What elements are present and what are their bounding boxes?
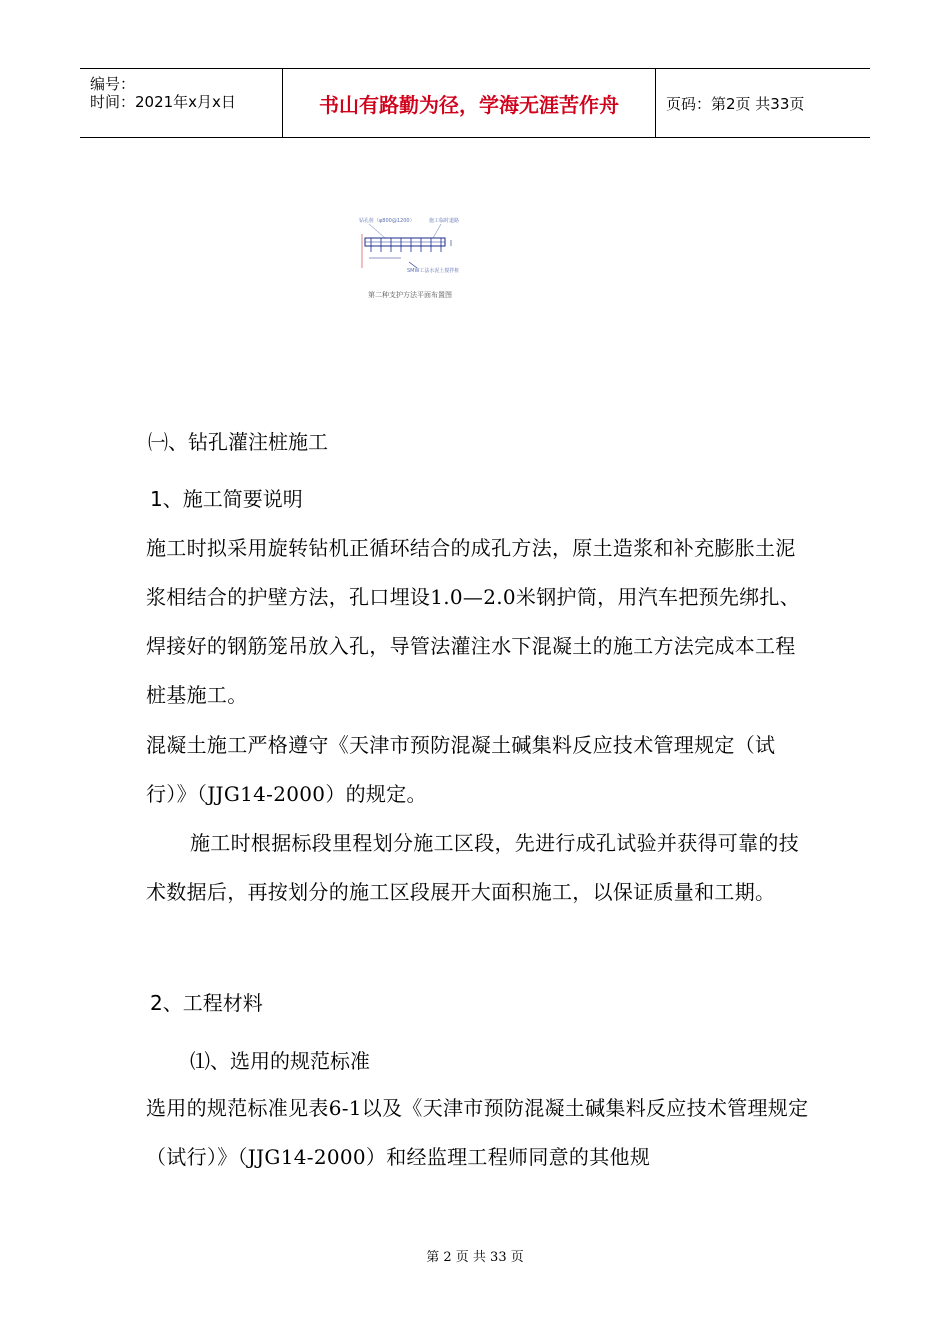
figure-label-road: 施工临时道路 xyxy=(429,218,460,224)
paragraph-zoning: 施工时根据标段里程划分施工区段，先进行成孔试验并获得可靠的技术数据后，再按划分的施工区段展开大面积施工，以保证质量和工期。 xyxy=(146,831,799,904)
subsection-heading-materials: 2、工程材料 xyxy=(150,991,263,1015)
doc-time-label: 时间：2021年x月x日 xyxy=(90,93,236,111)
support-layout-figure xyxy=(355,212,495,280)
section-heading-bored-pile: ㈠、钻孔灌注桩施工 xyxy=(148,430,328,454)
subsection-heading-description: 1、施工简要说明 xyxy=(150,487,303,511)
header-page-info: 页码：第2页 共33页 xyxy=(666,94,805,113)
doc-number-label: 编号： xyxy=(90,75,136,93)
header-meta xyxy=(80,69,282,137)
paragraph-method: 施工时拟采用旋转钻机正循环结合的成孔方法，原土造浆和补充膨胀土泥浆相结合的护壁方法，孔口埋设1.0—2.0米钢护筒，用汽车把预先绑扎、焊接好的钢筋笼吊放入孔，导管法灌注水下混凝土的施工方法完成本工程桩基施工。 xyxy=(146,536,801,707)
item-selected-standards: ⑴、选用的规范标准 xyxy=(190,1049,370,1073)
figure-caption: 第二种支护方法平面布置图 xyxy=(368,291,452,299)
page-header xyxy=(80,68,870,138)
figure-label-smw: SMW工法水泥土搅拌桩 xyxy=(407,268,460,274)
page-footer: 第 2 页 共 33 页 xyxy=(426,1250,524,1265)
figure-label-pile: 钻孔桩（φ800@1200） xyxy=(359,218,415,224)
paragraph-standards-list: 选用的规范标准见表6-1以及《天津市预防混凝土碱集料反应技术管理规定（试行）》（JJG14-2000）和经监理工程师同意的其他规 xyxy=(146,1096,809,1169)
header-motto: 书山有路勤为径，学海无涯苦作舟 xyxy=(282,69,656,137)
support-layout-drawing xyxy=(355,212,495,280)
paragraph-standard: 混凝土施工严格遵守《天津市预防混凝土碱集料反应技术管理规定（试行）》（JJG14-2000）的规定。 xyxy=(146,733,776,806)
